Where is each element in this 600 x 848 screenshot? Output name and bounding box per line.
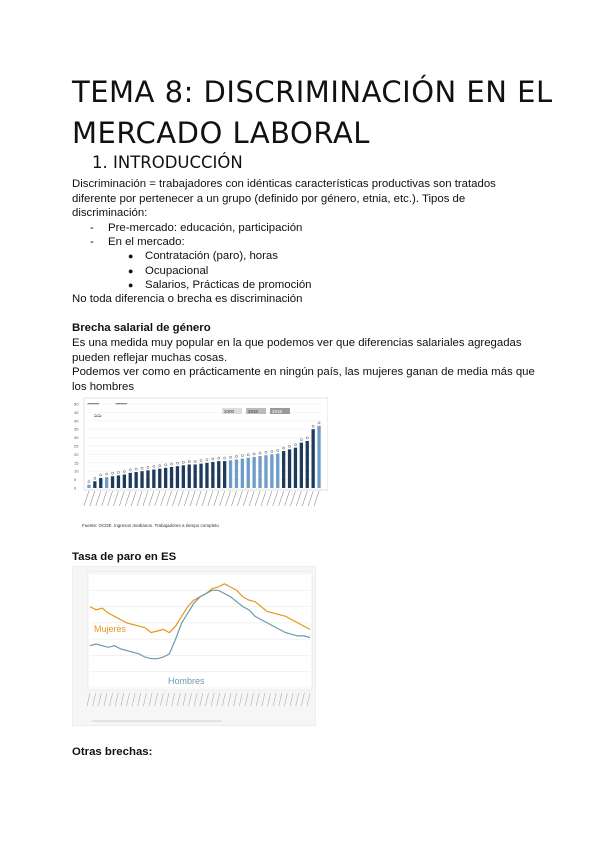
x-tick-label bbox=[296, 491, 301, 506]
y-tick-label: 10 bbox=[74, 468, 79, 474]
bar bbox=[182, 465, 185, 488]
closing-sentence: No toda diferencia o brecha es discriminación bbox=[72, 293, 303, 305]
bar bbox=[270, 454, 273, 488]
sublist-item: Contratación (paro), horas bbox=[145, 250, 278, 262]
x-tick-label bbox=[143, 491, 148, 506]
x-tick-label bbox=[96, 491, 101, 506]
x-tick-label bbox=[308, 491, 313, 506]
x-tick-label bbox=[161, 491, 166, 506]
bar bbox=[105, 477, 108, 488]
x-tick-label bbox=[155, 491, 160, 506]
y-tick-label: 35 bbox=[74, 426, 79, 432]
bar bbox=[152, 470, 155, 488]
x-tick-label bbox=[226, 491, 231, 506]
bar bbox=[146, 470, 149, 488]
x-tick-label bbox=[196, 491, 201, 506]
brecha-paragraph-1: Es una medida muy popular en la que podemos ver que diferencias salariales agregadas pueden reflejar muchas cosas. bbox=[72, 337, 522, 364]
bar bbox=[247, 458, 250, 488]
bar bbox=[99, 478, 102, 488]
bar bbox=[276, 454, 279, 488]
y-tick-label: 30 bbox=[74, 435, 79, 441]
x-tick-label bbox=[84, 491, 89, 506]
x-tick-label bbox=[220, 491, 225, 506]
x-tick-label bbox=[279, 491, 284, 506]
x-tick-label bbox=[261, 491, 266, 506]
x-tick-label bbox=[113, 491, 118, 506]
y-tick-label: 0 bbox=[74, 485, 77, 491]
subheading-otras-brechas: Otras brechas: bbox=[72, 746, 153, 758]
y-tick-label: 25 bbox=[74, 443, 79, 449]
bar bbox=[229, 460, 232, 488]
y-tick-label: 15 bbox=[74, 460, 79, 466]
wage-gap-chart bbox=[72, 396, 328, 532]
y-tick-label: 50 bbox=[74, 401, 79, 407]
y-tick-label: 40 bbox=[74, 418, 79, 424]
bar bbox=[264, 455, 267, 488]
bar bbox=[129, 473, 132, 488]
intro-paragraph: Discriminación = trabajadores con idénticas características productivas son tratados diferente por pertenecer a un grupo (definido por género, etnia, etc.). Tipos de discriminación: bbox=[72, 178, 496, 220]
list-item-mercado: En el mercado: bbox=[108, 236, 185, 248]
svg-text:≈≈: ≈≈ bbox=[94, 413, 102, 420]
bar bbox=[311, 429, 314, 488]
legend bbox=[222, 408, 290, 414]
bar bbox=[193, 464, 196, 488]
x-tick-label bbox=[102, 491, 107, 506]
bar bbox=[294, 448, 297, 488]
bullet: ● bbox=[128, 280, 134, 290]
x-tick-label bbox=[108, 491, 113, 506]
series-label-hombres: Hombres bbox=[168, 676, 205, 686]
bar bbox=[235, 459, 238, 488]
subheading-brecha: Brecha salarial de género bbox=[72, 322, 211, 334]
bullet: ● bbox=[128, 266, 134, 276]
x-tick-label bbox=[273, 491, 278, 506]
subheading-tasa-paro: Tasa de paro en ES bbox=[72, 551, 177, 563]
x-tick-label bbox=[237, 491, 242, 506]
bar bbox=[300, 443, 303, 488]
x-tick-label bbox=[131, 491, 136, 506]
x-tick-label bbox=[137, 491, 142, 506]
x-tick-label bbox=[249, 491, 254, 506]
bar bbox=[252, 457, 255, 488]
x-tick-label bbox=[119, 491, 124, 506]
list-dash: - bbox=[90, 222, 94, 234]
section-heading-introduccion: 1. INTRODUCCIÓN bbox=[92, 153, 243, 172]
svg-text:‾‾‾‾: ‾‾‾‾ bbox=[88, 403, 99, 412]
x-tick-label bbox=[202, 491, 207, 506]
bar bbox=[164, 468, 167, 488]
x-tick-label bbox=[167, 491, 172, 506]
x-tick-label bbox=[125, 491, 130, 506]
page-title: TEMA 8: DISCRIMINACIÓN EN EL MERCADO LABORAL bbox=[72, 75, 553, 150]
x-tick-label bbox=[184, 491, 189, 506]
y-tick-label: 20 bbox=[74, 451, 79, 457]
bar bbox=[123, 475, 126, 488]
bar bbox=[134, 472, 137, 488]
bar bbox=[140, 471, 143, 488]
unemployment-figure bbox=[72, 566, 316, 726]
x-tick-label bbox=[190, 491, 195, 506]
x-tick-label bbox=[290, 491, 295, 506]
bar bbox=[93, 481, 96, 488]
wage-gap-figure bbox=[72, 396, 328, 532]
legend-label-2: 2016 bbox=[272, 409, 283, 414]
x-tick-label bbox=[267, 491, 272, 506]
brecha-paragraph-2: Podemos ver como en prácticamente en ningún país, las mujeres ganan de media más que los hombres bbox=[72, 366, 535, 393]
bar bbox=[199, 464, 202, 488]
bar bbox=[211, 462, 214, 488]
unemployment-chart bbox=[72, 566, 316, 726]
bar bbox=[282, 451, 285, 488]
series-label-mujeres: Mujeres bbox=[94, 624, 127, 634]
bar bbox=[188, 464, 191, 488]
legend-label-1: 2010 bbox=[248, 409, 259, 414]
bar bbox=[170, 467, 173, 488]
bar bbox=[317, 426, 320, 488]
bar bbox=[111, 476, 114, 488]
x-tick-label bbox=[149, 491, 154, 506]
svg-text:‾‾‾‾: ‾‾‾‾ bbox=[116, 403, 127, 412]
bar bbox=[241, 459, 244, 488]
x-tick-label bbox=[255, 491, 260, 506]
bullet: ● bbox=[128, 251, 134, 261]
figure-source: Fuente: OCDE. Ingresos medianos. Trabajadores a tiempo completo bbox=[82, 523, 219, 528]
x-tick-label bbox=[231, 491, 236, 506]
x-tick-label bbox=[243, 491, 248, 506]
y-tick-label: 5 bbox=[74, 477, 77, 483]
sublist-item: Salarios, Prácticas de promoción bbox=[145, 279, 312, 291]
bar bbox=[306, 441, 309, 488]
x-tick-label bbox=[178, 491, 183, 506]
bar bbox=[205, 463, 208, 488]
x-tick-label bbox=[285, 491, 290, 506]
x-tick-label bbox=[172, 491, 177, 506]
bar bbox=[117, 475, 120, 488]
x-tick-label bbox=[208, 491, 213, 506]
bar bbox=[217, 461, 220, 488]
y-tick-label: 45 bbox=[74, 409, 79, 415]
list-item-premercado: Pre-mercado: educación, participación bbox=[108, 222, 303, 234]
bar bbox=[158, 469, 161, 488]
bar bbox=[258, 456, 261, 488]
x-tick-label bbox=[214, 491, 219, 506]
bar bbox=[176, 466, 179, 488]
x-tick-label bbox=[302, 491, 307, 506]
legend-label-0: 2000 bbox=[224, 409, 235, 414]
x-tick-label bbox=[90, 491, 95, 506]
sublist-item: Ocupacional bbox=[145, 265, 209, 277]
bar bbox=[223, 461, 226, 488]
bar bbox=[288, 449, 291, 488]
list-dash: - bbox=[90, 236, 94, 248]
bar bbox=[87, 485, 90, 488]
x-tick-label bbox=[314, 491, 319, 506]
